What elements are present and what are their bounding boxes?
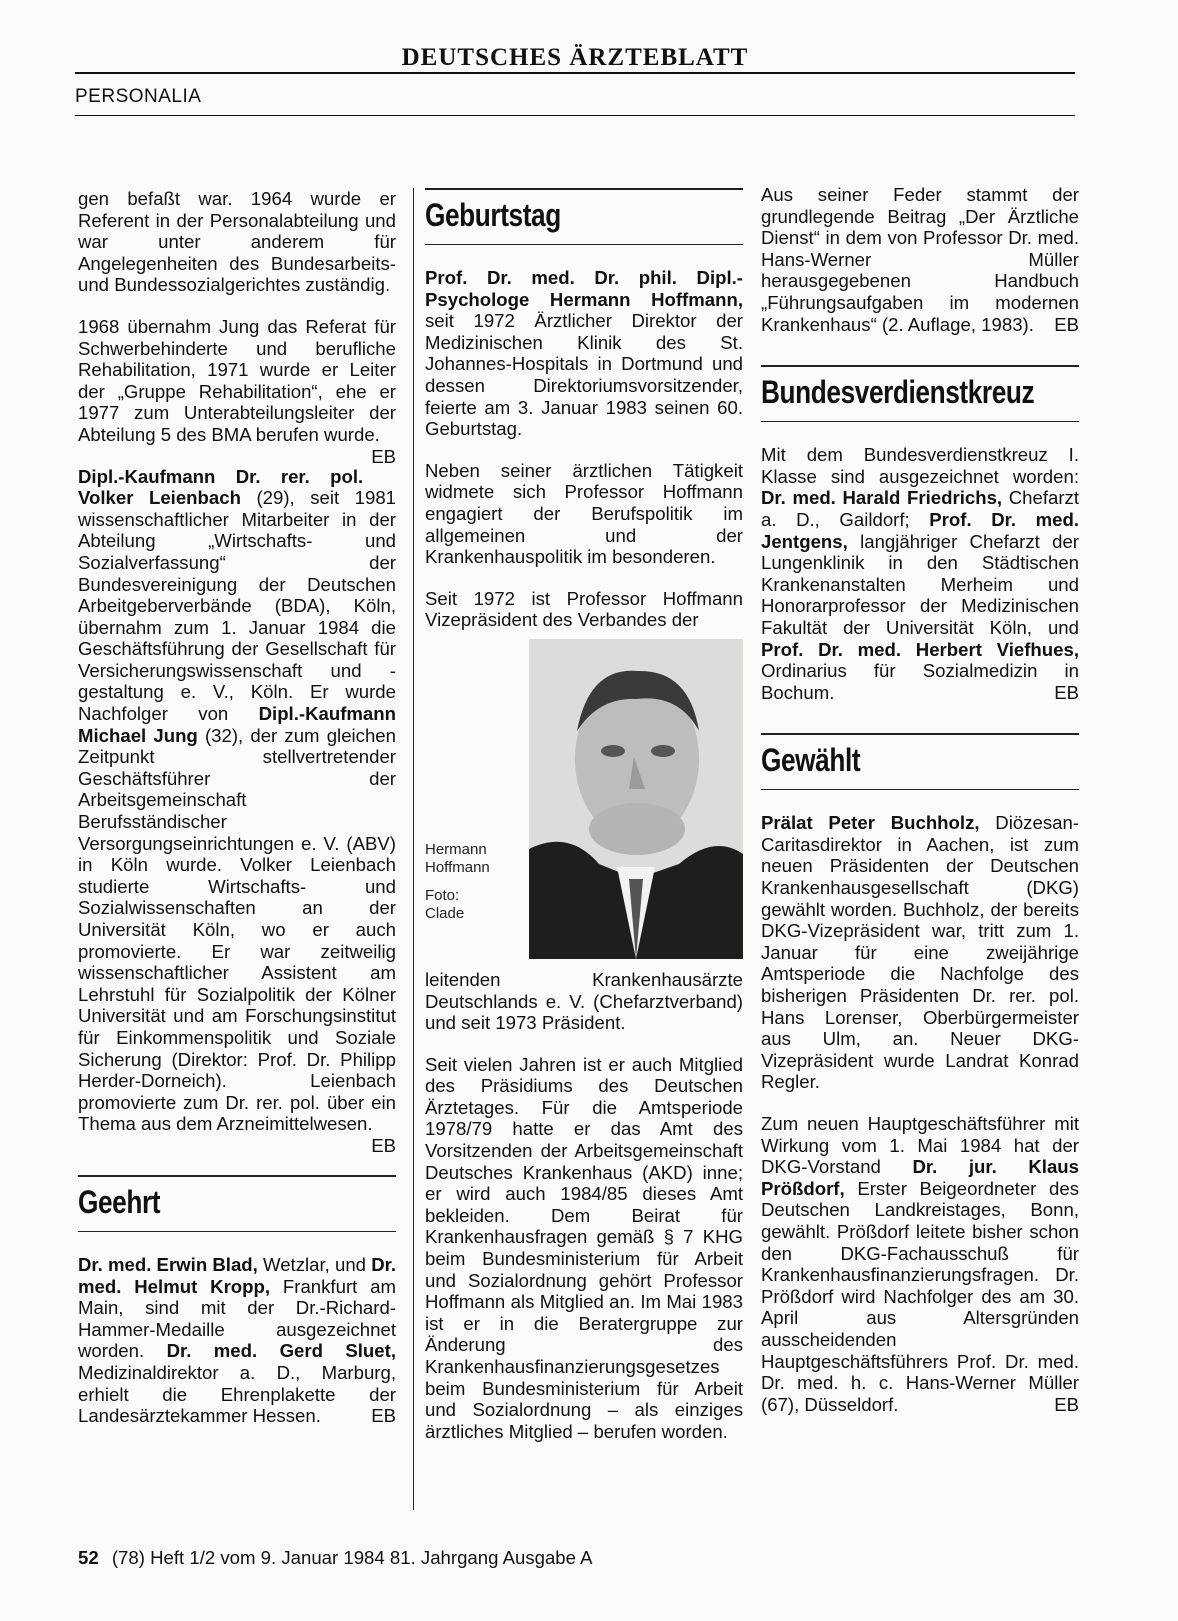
heading-geehrt: Geehrt [78,1183,161,1220]
column-divider [413,188,414,1510]
paragraph: Neben seiner ärztlichen Tätigkeit widmete sich Professor Hoffmann engagiert der Berufspolitik im allgemeinen und der Krankenhauspolitik im besonderen. [425,459,743,568]
section-label: PERSONALIA [75,86,202,107]
portrait-icon [529,639,743,959]
heading-geburtstag: Geburtstag [425,197,561,233]
heading-bundesverdienstkreuz: Bundesverdienstkreuz [761,374,1035,411]
author-initials: EB [371,1134,396,1156]
photo-caption: Hermann Hoffmann Foto: Clade [425,840,490,922]
column-1 [78,188,396,1427]
paragraph: Dr. med. Erwin Blad, Wetzlar, und Dr. med. Helmut Kropp, Frankfurt am Main, sind mit der Dr.-Richard-Hammer-Medaille ausgezeichnet worden. Dr. med. Gerd Sluet, Medizinaldirektor a. D., Marburg, erhielt die Ehrenplakette der Landesärztekammer Hessen. EB [78,1253,396,1427]
portrait-photo [529,639,743,959]
author-initials: EB [1054,313,1079,335]
author-initials: EB [1054,1393,1079,1415]
heading-underline [761,421,1079,422]
author-initials: EB [371,445,396,467]
heading-underline [425,244,743,245]
paragraph: Mit dem Bundesverdienstkreuz I. Klasse sind ausgezeichnet worden: Dr. med. Harald Friedrichs, Chefarzt a. D., Gaildorf; Prof. Dr. med. Jentgens, langjähriger Chefarzt der Lungenklinik in den Städtischen Krankenanstalten Merheim und Honorarprofessor der Medizinischen Fakultät der Universität Köln, und Prof. Dr. med. Herbert Viefhues, Ordinarius für Sozialmedizin in Bochum. EB [761,444,1079,703]
column-3 [761,184,1079,1415]
photo-block [425,639,743,959]
person-name: Dipl.-Kaufmann Michael Jung [78,703,396,746]
paragraph: Prof. Dr. med. Dr. phil. Dipl.-Psychologe Hermann Hoffmann, seit 1972 Ärztlicher Direktor der Medizinischen Klinik des St. Johannes-Hospitals in Dortmund und dessen Direktoriumsvorsitzender, feierte am 3. Januar 1983 seinen 60. Geburtstag. [425,267,743,440]
heading-rule [425,188,743,190]
heading-underline [761,789,1079,790]
paragraph: Zum neuen Hauptgeschäftsführer mit Wirkung vom 1. Mai 1984 hat der DKG-Vorstand Dr. jur. Klaus Prößdorf, Erster Beigeordneter des Deutschen Landkreistages, Bonn, gewählt. Prößdorf leitete bisher schon den DKG-Fachausschuß für Krankenhausfinanzierungsfragen. Dr. Prößdorf wird Nachfolger des am 30. April aus Altersgründen ausscheidenden Hauptgeschäftsführers Prof. Dr. med. Dr. med. h. c. Hans-Werner Müller (67), Düsseldorf. EB [761,1113,1080,1415]
paragraph: gen befaßt war. 1964 wurde er Referent in der Personalabteilung und war unter anderem für Angelegenheiten des Bundesarbeits- und Bundessozialgerichtes zuständig. [78,188,396,296]
person-name: Dipl.-Kaufmann Dr. rer. pol. Volker Leienbach [78,465,364,509]
paragraph: leitenden Krankenhausärzte Deutschlands e. V. (Chefarztverband) und seit 1973 Präsident. [425,968,743,1034]
heading-underline [78,1231,396,1232]
heading-rule [761,733,1079,735]
paragraph: 1968 übernahm Jung das Referat für Schwerbehinderte und berufliche Rehabilitation, 1971 wurde er Leiter der „Gruppe Rehabilitation“, ehe er 1977 zum Unterabteilungsleiter der Abteilung 5 des BMA berufen wurde. EB [78,315,396,467]
paragraph: Dipl.-Kaufmann Dr. rer. pol. Volker Leienbach (29), seit 1981 wissenschaftlicher Mitarbeiter in der Abteilung „Wirtschafts- und Sozialverfassung“ der Bundesvereinigung der Deutschen Arbeitgeberverbände (BDA), Köln, übernahm zum 1. Januar 1984 die Geschäftsführung der Gesellschaft für Versicherungswissenschaft und -gestaltung e. V., Köln. Er wurde Nachfolger von Dipl.-Kaufmann Michael Jung (32), der zum gleichen Zeitpunkt stellvertretender Geschäftsführer der Arbeitsgemeinschaft Berufsständischer Versorgungseinrichtungen e. V. (ABV) in Köln wurde. Volker Leienbach studierte Wirtschafts- und Sozialwissenschaften an der Universität Köln, wo er auch promovierte. Er war zeitweilig wissenschaftlicher Assistent am Lehrstuhl für Sozialpolitik der Kölner Universität und am Forschungsinstitut für Einkommenspolitik und Soziale Sicherung (Direktor: Prof. Dr. Philipp Herder-Dorneich). Leienbach promovierte zum Dr. rer. pol. über ein Thema aus dem Arzneimittelwesen. EB [78,465,396,1156]
paragraph: Seit 1972 ist Professor Hoffmann Vizepräsident des Verbandes der [425,587,743,631]
paragraph: Prälat Peter Buchholz, Diözesan-Caritasdirektor in Aachen, ist zum neuen Präsidenten der Deutschen Krankenhausgesellschaft (DKG) gewählt worden. Buchholz, der bereits DKG-Vizepräsident war, tritt zum 1. Januar für eine zweijährige Amtsperiode die Nachfolge des bisherigen Präsidenten Dr. rer. pol. Hans Lorenser, Oberbürgermeister aus Ulm, an. Neuer DKG-Vizepräsident wurde Landrat Konrad Regler. [761,812,1079,1093]
heading-rule [78,1175,396,1177]
issue-info: (78) Heft 1/2 vom 9. Januar 1984 81. Jahrgang Ausgabe A [111,1547,593,1568]
heading-rule [761,365,1079,367]
section-rule [75,115,1075,116]
author-initials: EB [1054,681,1079,703]
paragraph: Aus seiner Feder stammt der grundlegende Beitrag „Der Ärztliche Dienst“ in dem von Professor Dr. med. Hans-Werner Müller herausgegebenen Handbuch „Führungsaufgaben im modernen Krankenhaus“ (2. Auflage, 1983). EB [761,184,1079,335]
page-footer [78,1547,593,1569]
author-initials: EB [371,1405,396,1427]
masthead: DEUTSCHES ÄRZTEBLATT [401,44,749,71]
heading-gewaehlt: Gewählt [761,742,861,779]
masthead-rule [75,72,1075,74]
paragraph: Seit vielen Jahren ist er auch Mitglied des Präsidiums des Deutschen Ärztetages. Für die Amtsperiode 1978/79 hatte er das Amt des Vorsitzenden der Arbeitsgemeinschaft Deutsches Krankenhaus (AKD) inne; er wird auch 1984/85 dieses Amt bekleiden. Dem Beirat für Krankenhausfragen gemäß § 7 KHG beim Bundesministerium für Arbeit und Sozialordnung gehört Professor Hoffmann als Mitglied an. Im Mai 1983 ist er in die Beratergruppe zur Änderung des Krankenhausfinanzierungsgesetzes beim Bundesministerium für Arbeit und Sozialordnung – als einziges ärztliches Mitglied – berufen worden. [425,1053,743,1442]
column-2 [425,188,743,1442]
page-number: 52 [78,1547,99,1568]
